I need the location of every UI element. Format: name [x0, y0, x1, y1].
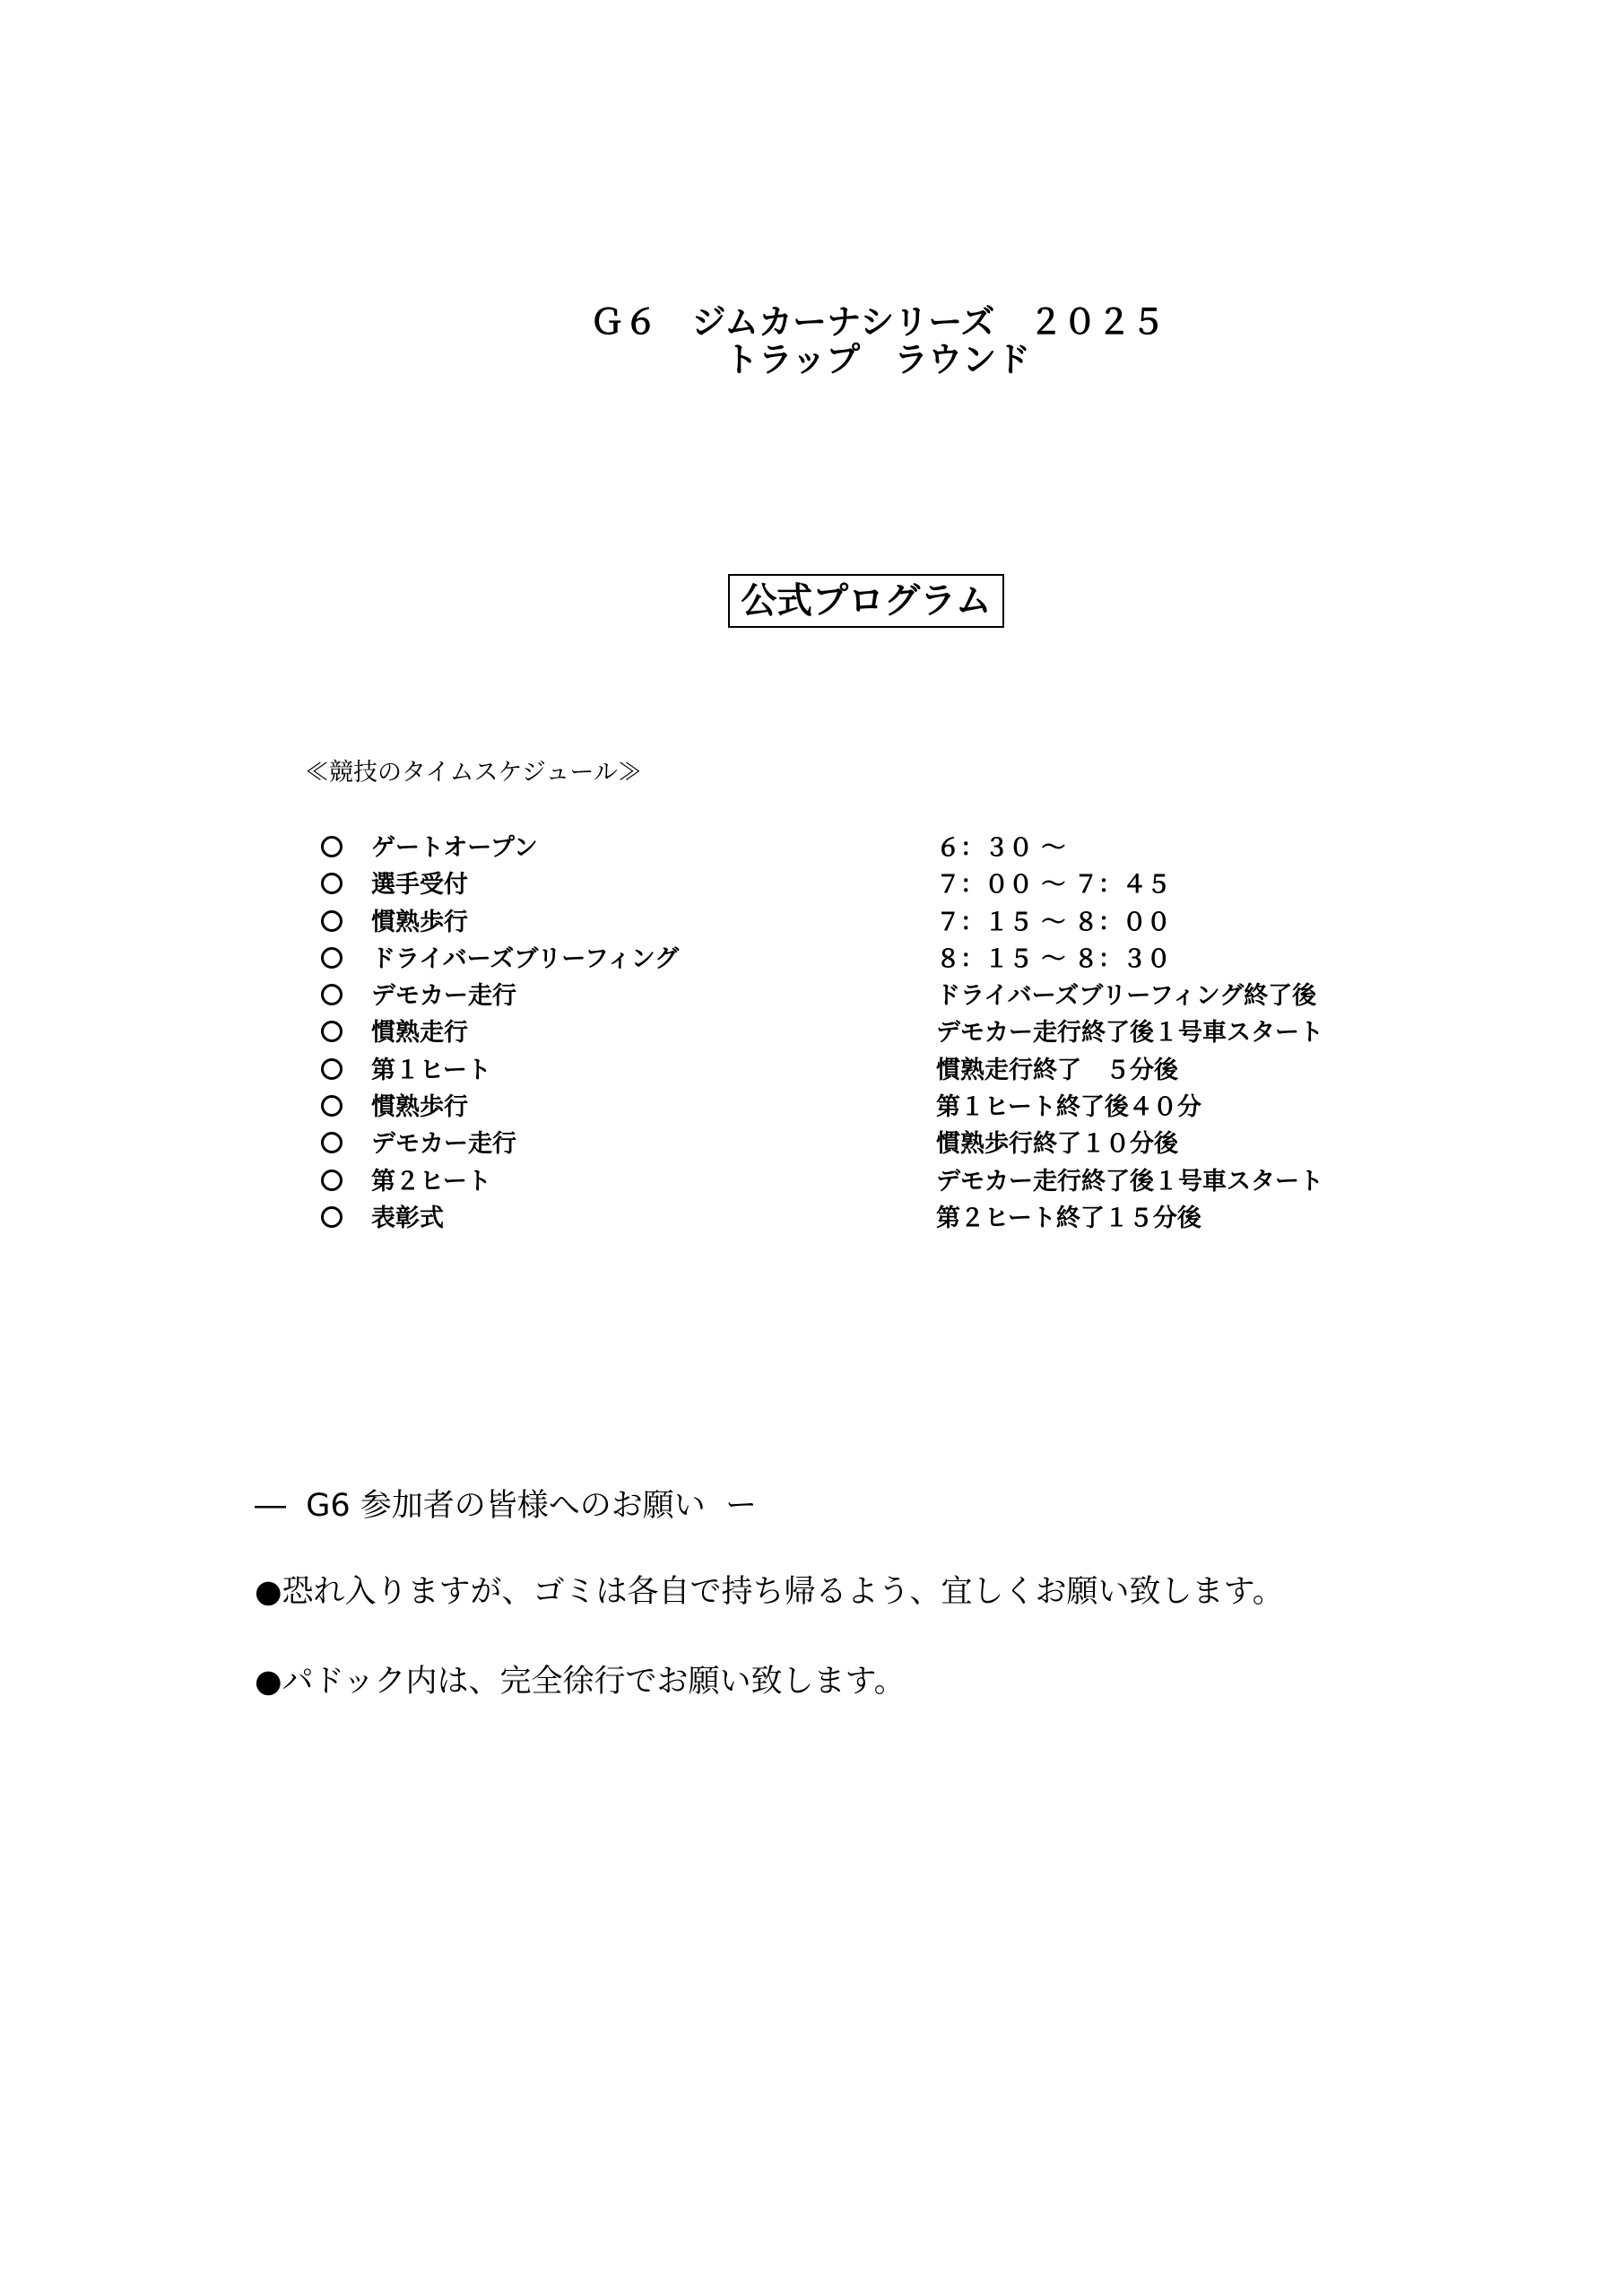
document-subtitle: トラップ ラウンド [724, 340, 1031, 379]
circle-bullet-icon [321, 1058, 343, 1080]
circle-bullet-icon [321, 836, 343, 857]
schedule-event: ドライバーズブリーフィング [371, 944, 680, 973]
circle-bullet-icon [321, 1206, 343, 1228]
schedule-event: 第２ヒート [371, 1167, 491, 1196]
schedule-event: 表彰式 [371, 1204, 444, 1232]
schedule-event: デモカー走行 [371, 1130, 516, 1159]
schedule-time: ７：００ ～ ７：４５ [936, 871, 1171, 900]
schedule-time: ドライバーズブリーフィング終了後 [936, 982, 1317, 1011]
schedule-item [317, 1130, 1393, 1167]
schedule-time: 慣熟走行終了 ５分後 [936, 1056, 1178, 1084]
circle-bullet-icon [321, 984, 343, 1005]
schedule-event: 第１ヒート [371, 1056, 491, 1084]
notice-item-garbage: ●恐れ入りますが、ゴミは各自で持ち帰るよう、宜しくお願い致します。 [255, 1574, 1284, 1610]
circle-bullet-icon [321, 1170, 343, 1191]
schedule-item [317, 1057, 1393, 1093]
schedule-time: 第１ヒート終了後４０分 [936, 1093, 1201, 1122]
schedule-time: デモカー走行終了後１号車スタート [936, 1167, 1323, 1196]
schedule-time: 第２ヒート終了１５分後 [936, 1204, 1201, 1232]
schedule-item [317, 1205, 1393, 1241]
schedule-event: 慣熟歩行 [371, 1093, 468, 1122]
schedule-item [317, 982, 1393, 1019]
notice-heading: ― G6 参加者の皆様へのお願い ー [255, 1488, 758, 1524]
schedule-time: ６：３０ ～ [936, 834, 1066, 862]
schedule-item [317, 1168, 1393, 1205]
schedule-time: ８：１５ ～ ８：３０ [936, 944, 1171, 973]
schedule-heading: ≪競技のタイムスケジュール≫ [305, 759, 642, 787]
schedule-event: デモカー走行 [371, 982, 516, 1011]
schedule-item [317, 834, 1393, 871]
circle-bullet-icon [321, 910, 343, 932]
schedule-item [317, 945, 1393, 982]
notice-item-paddock: ●パドック内は、完全徐行でお願い致します。 [255, 1664, 906, 1700]
schedule-list [317, 834, 1393, 1241]
schedule-item [317, 871, 1393, 908]
schedule-event: ゲートオープン [371, 834, 538, 862]
official-program-label: 公式プログラム [728, 574, 1004, 628]
document-title: Ｇ６ ジムカーナシリーズ ２０２５ [589, 302, 1166, 342]
circle-bullet-icon [321, 947, 343, 969]
schedule-event: 慣熟歩行 [371, 908, 468, 936]
circle-bullet-icon [321, 1132, 343, 1153]
circle-bullet-icon [321, 873, 343, 894]
circle-bullet-icon [321, 1021, 343, 1042]
schedule-item [317, 1019, 1393, 1056]
schedule-time: デモカー走行終了後１号車スタート [936, 1019, 1323, 1048]
circle-bullet-icon [321, 1095, 343, 1117]
schedule-event: 選手受付 [371, 871, 468, 900]
schedule-event: 慣熟走行 [371, 1019, 468, 1048]
schedule-time: ７：１５ ～ ８：００ [936, 908, 1171, 936]
schedule-item [317, 909, 1393, 945]
schedule-item [317, 1093, 1393, 1130]
schedule-time: 慣熟歩行終了１０分後 [936, 1130, 1178, 1159]
